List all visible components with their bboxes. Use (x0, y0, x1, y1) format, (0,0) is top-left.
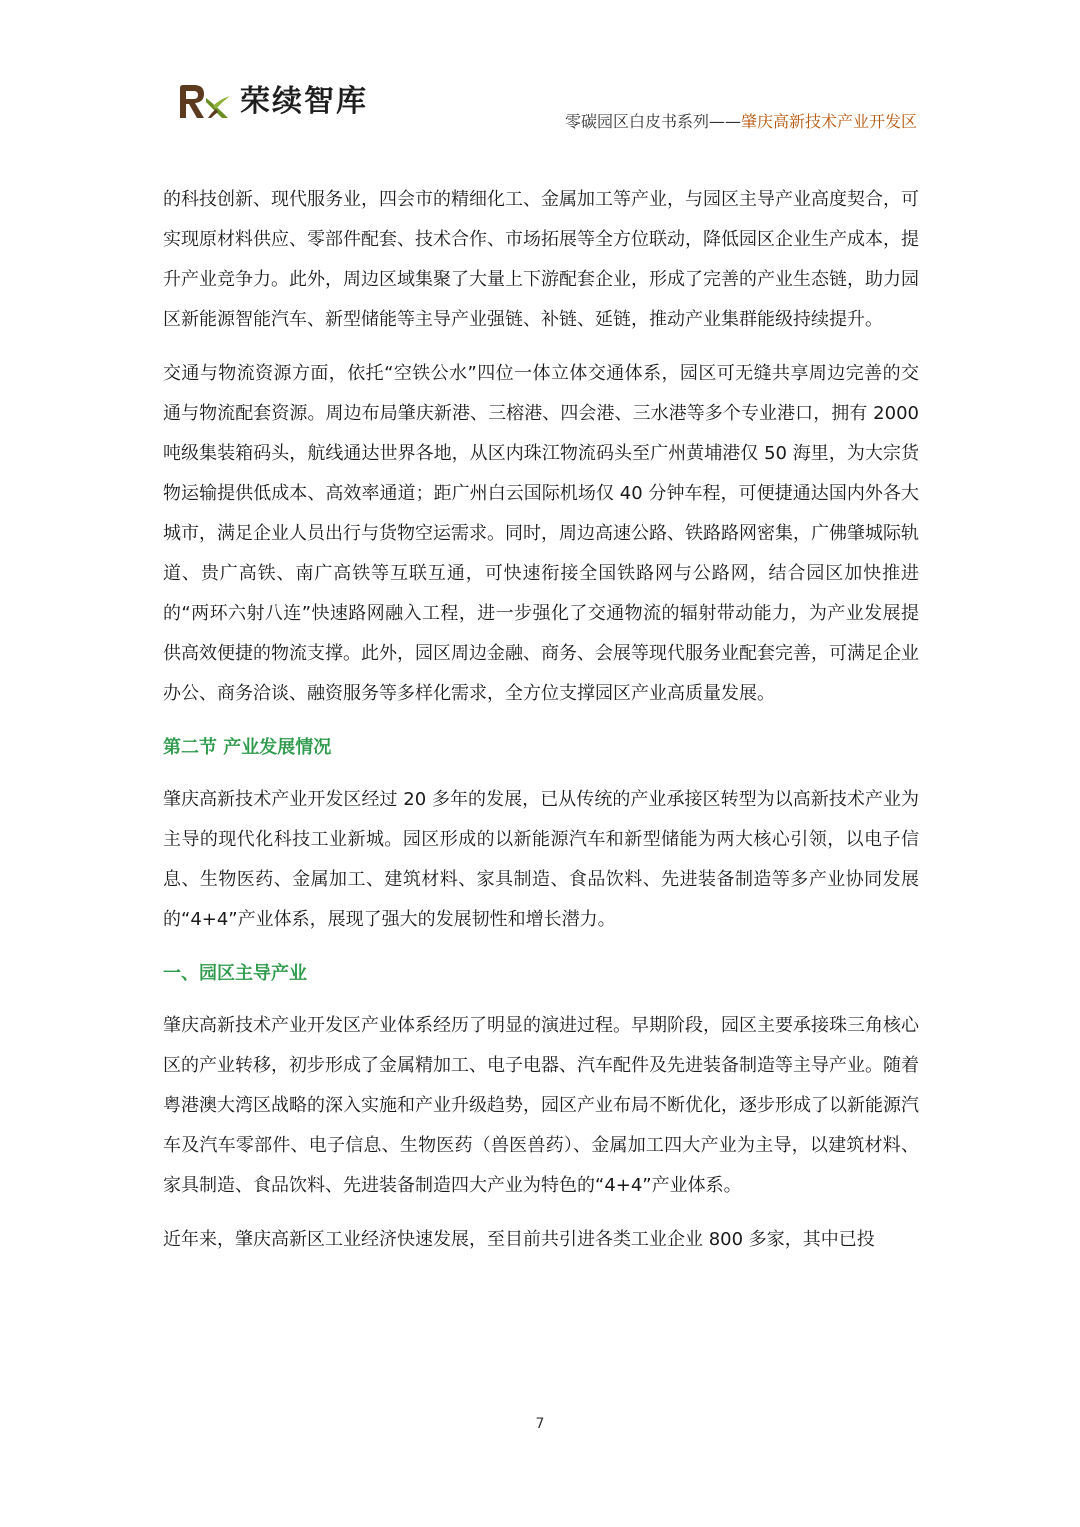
section-heading: 第二节 产业发展情况 (163, 737, 332, 758)
series-prefix: 零碳园区白皮书系列—— (564, 112, 741, 131)
paragraph: 交通与物流资源方面，依托“空铁公水”四位一体立体交通体系，园区可无缝共享周边完善的交通与物流配套资源。周边布局肇庆新港、三榕港、四会港、三水港等多个专业港口，拥有 2000 吨级集装箱码头，航线通达世界各地，从区内珠江物流码头至广州黄埔港仅 50 海里，为大宗货物运输提供低成本、高效率通道；距广州白云国际机场仅 40 分钟车程，可便捷通达国内外各大城市，满足企业人员出行与货物空运需求。同时，周边高速公路、铁路路网密集，广佛肇城际轨道、贵广高铁、南广高铁等互联互通，可快速衔接全国铁路网与公路网，结合园区加快推进的“两环六射八连”快速路网融入工程，进一步强化了交通物流的辐射带动能力，为产业发展提供高效便捷的物流支撑。此外，园区周边金融、商务、会展等现代服务业配套完善，可满足企业办公、商务洽谈、融资服务等多样化需求，全方位支撑园区产业高质量发展。 (163, 363, 919, 704)
logo-text: 荣续智库 (240, 84, 368, 119)
page-body (163, 180, 919, 1274)
series-title (565, 110, 917, 134)
paragraph: 肇庆高新技术产业开发区经过 20 多年的发展，已从传统的产业承接区转型为以高新技术产业为主导的现代化科技工业新城。园区形成的以新能源汽车和新型储能为两大核心引领，以电子信息、生物医药、金属加工、建筑材料、家具制造、食品饮料、先进装备制造等多产业协同发展的“4+4”产业体系，展现了强大的发展韧性和增长潜力。 (163, 789, 919, 930)
page-header (0, 0, 1080, 150)
paragraph: 近年来，肇庆高新区工业经济快速发展，至目前共引进各类工业企业 800 多家，其中已投 (163, 1229, 875, 1250)
brand-logo (176, 82, 368, 122)
series-park-name: 肇庆高新技术产业开发区 (740, 112, 917, 131)
paragraph: 的科技创新、现代服务业，四会市的精细化工、金属加工等产业，与园区主导产业高度契合，可实现原材料供应、零部件配套、技术合作、市场拓展等全方位联动，降低园区企业生产成本，提升产业竞争力。此外，周边区域集聚了大量上下游配套企业，形成了完善的产业生态链，助力园区新能源智能汽车、新型储能等主导产业强链、补链、延链，推动产业集群能级持续提升。 (163, 189, 919, 330)
paragraph: 肇庆高新技术产业开发区产业体系经历了明显的演进过程。早期阶段，园区主要承接珠三角核心区的产业转移，初步形成了金属精加工、电子电器、汽车配件及先进装备制造等主导产业。随着粤港澳大湾区战略的深入实施和产业升级趋势，园区产业布局不断优化，逐步形成了以新能源汽车及汽车零部件、电子信息、生物医药（兽医兽药）、金属加工四大产业为主导，以建筑材料、家具制造、食品饮料、先进装备制造四大产业为特色的“4+4”产业体系。 (163, 1015, 919, 1196)
page-number: 7 (535, 1416, 545, 1432)
rx-logo-icon (176, 82, 234, 122)
subsection-heading: 一、园区主导产业 (163, 963, 307, 984)
